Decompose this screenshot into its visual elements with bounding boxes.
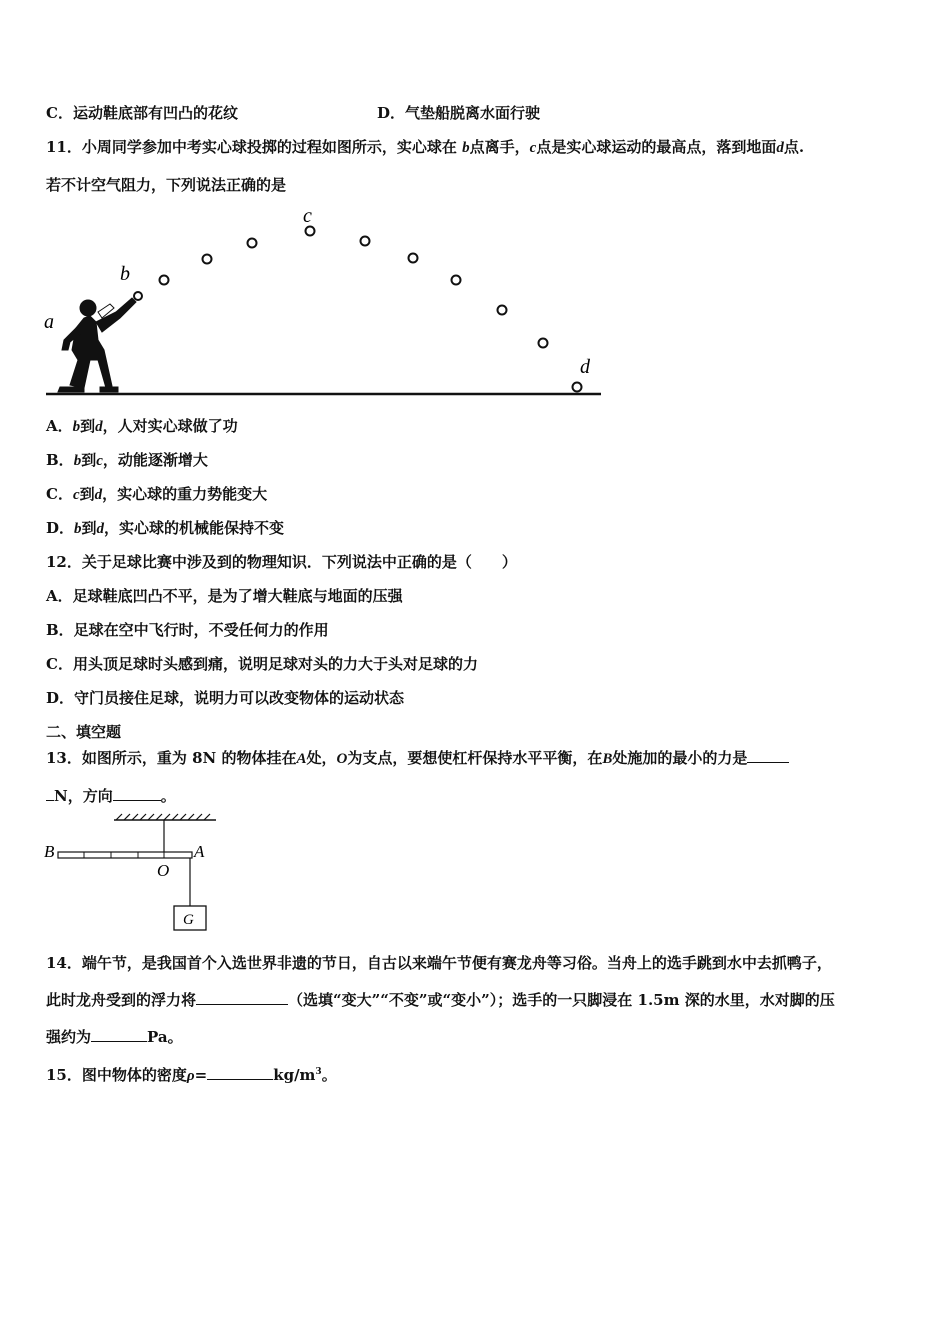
thrower-figure <box>58 298 136 392</box>
q14-blank-2[interactable] <box>91 1027 147 1042</box>
ball <box>361 237 370 246</box>
label-O: O <box>157 861 170 880</box>
q13-stem: 13．如图所示，重为 8N 的物体挂在A处，O为支点，要想使杠杆保持水平平衡，在B处施加的最小的力是 <box>46 748 789 769</box>
label-b: b <box>120 263 130 285</box>
q15-stem: 15．图中物体的密度$\rho= kg/m^3$。 <box>46 1066 337 1084</box>
label-A: A <box>194 842 205 861</box>
q13-figure-lever <box>40 810 230 938</box>
ball <box>409 254 418 263</box>
ball-at-b <box>134 292 142 300</box>
q10-option-c: C．运动鞋底部有凹凸的花纹 <box>46 104 238 122</box>
q14-line3: 强约为 Pa。 <box>46 1028 183 1046</box>
q13-blank-1-cont[interactable] <box>46 786 54 801</box>
ball <box>498 306 507 315</box>
ball <box>248 239 257 248</box>
q14-line2: 此时龙舟受到的浮力将 （选填“变大”“不变”或“变小”）；选手的一只脚浸在 1.5m 深的水里，水对脚的压 <box>46 991 835 1009</box>
label-a: a <box>44 311 54 333</box>
ball <box>160 276 169 285</box>
q11-option-c: C．c到d，实心球的重力势能变大 <box>46 485 268 503</box>
q12-option-a: A．足球鞋底凹凸不平，是为了增大鞋底与地面的压强 <box>46 587 403 605</box>
q13-stem-line2: N，方向 。 <box>46 786 176 806</box>
lever-bar <box>58 852 192 858</box>
label-d: d <box>580 356 590 378</box>
q14-line1: 14．端午节，是我国首个入选世界非遗的节日，自古以来端午节便有赛龙舟等习俗。当舟上的选手跳到水中去抓鸭子， <box>46 954 832 972</box>
label-c: c <box>303 205 312 227</box>
q11-stem: 11．小周同学参加中考实心球投掷的过程如图所示，实心球在 b点离手，c点是实心球运动的最高点，落到地面d点. <box>46 138 805 156</box>
label-B: B <box>44 842 55 861</box>
q11-option-b: B．b到c，动能逐渐增大 <box>46 451 208 469</box>
q12-option-d: D．守门员接住足球，说明力可以改变物体的运动状态 <box>46 689 405 707</box>
ball-at-c <box>306 227 315 236</box>
q11-option-d: D．b到d，实心球的机械能保持不变 <box>46 519 285 537</box>
q12-option-b: B．足球在空中飞行时，不受任何力的作用 <box>46 621 329 639</box>
q11-stem-line2: 若不计空气阻力，下列说法正确的是 <box>46 176 287 194</box>
q10-option-d: D．气垫船脱离水面行驶 <box>377 104 541 122</box>
q11-option-a: A．b到d，人对实心球做了功 <box>46 417 238 435</box>
ball <box>203 255 212 264</box>
q14-blank-1[interactable] <box>196 990 288 1005</box>
ceiling-hatch <box>116 814 210 820</box>
ball <box>539 339 548 348</box>
q15-blank[interactable] <box>207 1065 273 1080</box>
q12-option-c: C．用头顶足球时头感到痛，说明足球对头的力大于头对足球的力 <box>46 655 478 673</box>
q12-stem: 12．关于足球比赛中涉及到的物理知识．下列说法中正确的是（ ） <box>46 553 517 571</box>
section-title: 二、填空题 <box>46 723 122 741</box>
q11-figure-trajectory <box>40 200 610 400</box>
ball <box>452 276 461 285</box>
label-G: G <box>183 912 194 928</box>
q13-blank-1[interactable] <box>747 748 789 763</box>
q13-blank-2[interactable] <box>113 786 161 801</box>
ball-at-d <box>573 383 582 392</box>
